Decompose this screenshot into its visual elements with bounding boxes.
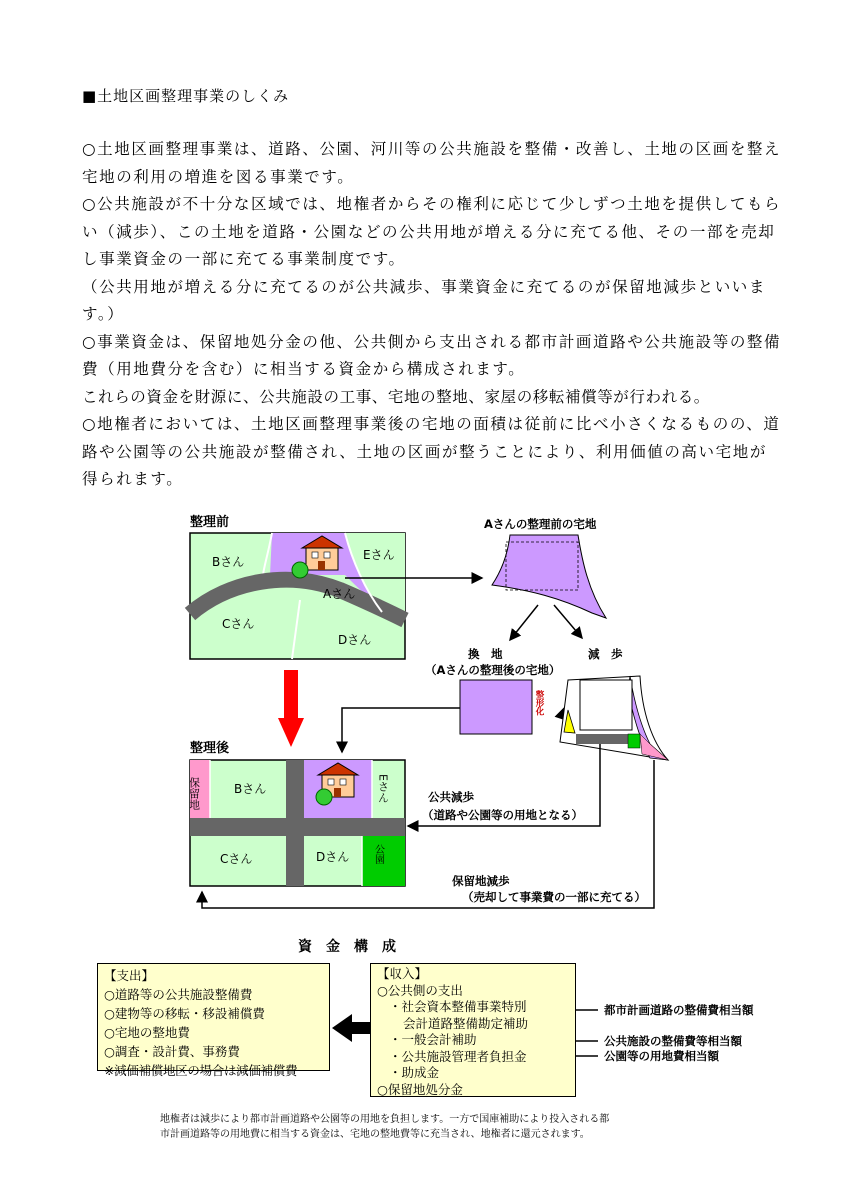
svg-text:Dさん: Dさん <box>316 850 350 864</box>
tree-icon <box>292 562 308 578</box>
page-heading: ■土地区画整理事業のしくみ <box>82 87 290 105</box>
paragraph: ○公共施設が不十分な区域では、地権者からその権利に応じて少しずつ土地を提供してもらい（減歩）、この土地を道路・公園などの公共用地が増える分に充てる他、その一部を売却し事業資金の一部に充てる事業制度です。 <box>82 195 782 268</box>
svg-text:（道路や公園等の用地となる）: （道路や公園等の用地となる） <box>422 808 583 822</box>
svg-text:Cさん: Cさん <box>220 852 253 866</box>
svg-text:Eさん: Eさん <box>363 548 395 562</box>
svg-text:公共減歩: 公共減歩 <box>428 790 474 804</box>
red-down-arrow <box>278 670 304 747</box>
income-to-expense-arrow <box>332 1014 370 1042</box>
tree-icon <box>316 789 332 805</box>
svg-text:公共施設の整備費等相当額: 公共施設の整備費等相当額 <box>604 1034 742 1048</box>
before-label: 整理前 <box>190 515 230 530</box>
svg-text:Bさん: Bさん <box>212 555 245 569</box>
before-map <box>190 533 405 659</box>
paragraph: （公共用地が増える分に充てるのが公共減歩、事業資金に充てるのが保留地減歩といいます。） <box>82 277 767 323</box>
after-map <box>188 760 406 886</box>
svg-text:保留地減歩: 保留地減歩 <box>452 874 510 888</box>
paragraph: ○事業資金は、保留地処分金の他、公共側から支出される都市計画道路や公共施設等の整備費（用地費分を含む）に相当する資金から構成されます。 <box>82 332 782 378</box>
svg-text:（売却して事業費の一部に充てる）: （売却して事業費の一部に充てる） <box>462 890 646 904</box>
a-after-lot <box>460 680 532 734</box>
svg-text:Bさん: Bさん <box>234 782 267 796</box>
paragraph: ○土地区画整理事業は、道路、公園、河川等の公共施設を整備・改善し、土地の区画を整え宅地の利用の増進を図る事業です。 <box>82 140 782 186</box>
svg-text:Cさん: Cさん <box>222 617 255 631</box>
svg-text:Eさん: Eさん <box>376 774 390 803</box>
svg-text:公園: 公園 <box>372 844 384 864</box>
after-label: 整理後 <box>190 741 230 756</box>
a-before-title: Aさんの整理前の宅地 <box>484 517 597 531</box>
svg-text:Aさん: Aさん <box>323 587 356 601</box>
a-lot-shape <box>492 535 606 618</box>
paragraph: これらの資金を財源に、公共施設の工事、宅地の整地、家屋の移転補償等が行われる。 <box>82 387 710 406</box>
svg-text:都市計画道路の整備費相当額: 都市計画道路の整備費相当額 <box>604 1003 754 1017</box>
svg-text:（Aさんの整理後の宅地）: （Aさんの整理後の宅地） <box>425 663 561 677</box>
svg-text:公園等の用地費相当額: 公園等の用地費相当額 <box>604 1049 719 1063</box>
svg-text:保留地: 保留地 <box>187 777 201 810</box>
income-box: 【収入】 ○公共側の支出 ・社会資本整備事業特別 会計道路整備勘定補助 ・一般会計補助 ・公共施設管理者負担金 ・助成金 ○保留地処分金 <box>370 963 576 1097</box>
expense-box: 【支出】 ○道路等の公共施設整備費 ○建物等の移転・移設補償費 ○宅地の整地費 ○調査・設計費、事務費 ※減価補償地区の場合は減価補償費 <box>97 963 330 1071</box>
svg-text:Dさん: Dさん <box>338 633 372 647</box>
park-lot <box>362 836 405 886</box>
funding-title: 資 金 構 成 <box>298 939 396 955</box>
genbu-shape <box>560 676 668 760</box>
svg-text:整形化: 整形化 <box>534 690 544 716</box>
svg-text:換 地: 換 地 <box>468 647 503 661</box>
svg-text:減 歩: 減 歩 <box>588 647 623 661</box>
paragraph: ○地権者においては、土地区画整理事業後の宅地の面積は従前に比べ小さくなるものの、道路や公園等の公共施設が整備され、土地の区画が整うことにより、利用価値の高い宅地が得られます。 <box>82 415 781 488</box>
footnote: 地権者は減歩により都市計画道路や公園等の用地を負担します。一方で国庫補助により投入される都 市計画道路等の用地費に相当する資金は、宅地の整地費等に充当され、地権者に還元されます。 <box>160 1114 610 1140</box>
